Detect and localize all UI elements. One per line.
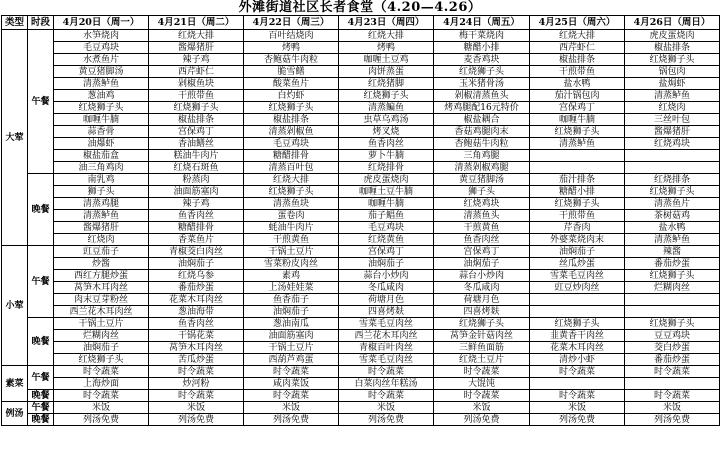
- dish-cell: [530, 150, 625, 162]
- dish-cell: 素鸡: [244, 270, 339, 282]
- dish-cell: 列汤免费: [54, 414, 149, 426]
- dish-cell: 时令蔬菜: [434, 390, 530, 402]
- dish-cell: 番茄炒蛋: [149, 282, 244, 294]
- dish-cell: 烤鸡腿配16元特价: [434, 102, 530, 114]
- dish-cell: 椒盐茄盒: [54, 150, 149, 162]
- dish-cell: 椒盐耦合: [434, 114, 530, 126]
- dish-cell: 萝卜牛腩: [339, 150, 434, 162]
- dish-cell: 红烧狮子头: [244, 186, 339, 198]
- dish-cell: 红烧狮子头: [434, 318, 530, 330]
- dish-cell: 清蒸鱼片: [625, 198, 720, 210]
- dish-cell: 红烧狮子头: [625, 318, 720, 330]
- dish-cell: 酸菜鱼片: [244, 78, 339, 90]
- dish-cell: 红烧肉: [54, 234, 149, 246]
- category-cell: 素菜: [2, 366, 28, 402]
- dish-cell: 清炒小虾: [530, 354, 625, 366]
- dish-cell: 干煎黄鱼: [244, 234, 339, 246]
- header-day: 4月22日（周三）: [244, 16, 339, 30]
- menu-row: [2, 30, 720, 42]
- dish-cell: 雪菜毛豆肉丝: [530, 270, 625, 282]
- dish-cell: 咖喱土豆鸡: [339, 54, 434, 66]
- dish-cell: 列汤免费: [244, 414, 339, 426]
- dish-cell: 毛豆鸡块: [54, 42, 149, 54]
- dish-cell: 狮子头: [54, 186, 149, 198]
- dish-cell: 茄子鲳鱼: [339, 210, 434, 222]
- dish-cell: 油面筋塞肉: [244, 330, 339, 342]
- menu-row: [2, 258, 720, 270]
- menu-row: [2, 414, 720, 426]
- dish-cell: 西芹虾仁: [530, 42, 625, 54]
- dish-cell: 辣子鸡: [149, 198, 244, 210]
- menu-row: [2, 174, 720, 186]
- dish-cell: 咖喱土豆牛腩: [339, 186, 434, 198]
- dish-cell: 苦瓜炒蛋: [149, 354, 244, 366]
- dish-cell: 四喜烤麸: [434, 306, 530, 318]
- dish-cell: 蛋卷肉: [244, 210, 339, 222]
- dish-cell: 时令蔬菜: [149, 390, 244, 402]
- dish-cell: 蚝油牛肉片: [244, 222, 339, 234]
- dish-cell: 外婆菜烧肉末: [530, 234, 625, 246]
- dish-cell: 清蒸鱼头: [434, 210, 530, 222]
- header-day: 4月26日（周日）: [625, 16, 720, 30]
- dish-cell: 炒河粉: [149, 378, 244, 390]
- menu-row: [2, 330, 720, 342]
- dish-cell: 油焖茄子: [54, 342, 149, 354]
- menu-row: [2, 198, 720, 210]
- dish-cell: 茭白炒蛋: [625, 342, 720, 354]
- dish-cell: 油焖茄子: [339, 258, 434, 270]
- dish-cell: 烂糊肉丝: [54, 330, 149, 342]
- dish-cell: 雪菜毛豆肉丝: [339, 318, 434, 330]
- dish-cell: 红烧大排: [339, 30, 434, 42]
- dish-cell: 莴笋金针菇肉丝: [434, 330, 530, 342]
- dish-cell: 红烧狮子头: [339, 90, 434, 102]
- menu-row: [2, 126, 720, 138]
- dish-cell: 时令蔬菜: [54, 366, 149, 378]
- dish-cell: 宫保鸡丁: [149, 126, 244, 138]
- menu-row: [2, 234, 720, 246]
- dish-cell: 炒酱: [54, 258, 149, 270]
- dish-cell: 肉末豆芽粉丝: [54, 294, 149, 306]
- dish-cell: 盐水鸭: [625, 222, 720, 234]
- dish-cell: 椒盐排条: [530, 54, 625, 66]
- dish-cell: 鱼香肉丝: [434, 234, 530, 246]
- dish-cell: 咖喱牛腩: [530, 114, 625, 126]
- dish-cell: 香油鳝丝: [149, 138, 244, 150]
- dish-cell: 茄汁锅包肉: [530, 90, 625, 102]
- dish-cell: 清蒸剁椒鸡腿: [434, 162, 530, 174]
- dish-cell: 莴笋木耳肉丝: [149, 342, 244, 354]
- dish-cell: 盐水鸭: [530, 78, 625, 90]
- dish-cell: 列汤免费: [339, 414, 434, 426]
- header-day: 4月21日（周二）: [149, 16, 244, 30]
- dish-cell: 茶树菇鸡: [625, 210, 720, 222]
- dish-cell: 米饭: [54, 402, 149, 414]
- dish-cell: 清蒸百叶包: [244, 162, 339, 174]
- dish-cell: 黄豆猪脚汤: [54, 66, 149, 78]
- dish-cell: 三角鸡腿: [434, 150, 530, 162]
- menu-row: [2, 390, 720, 402]
- menu-row: [2, 306, 720, 318]
- dish-cell: 盐焗虾: [625, 78, 720, 90]
- dish-cell: 列汤免费: [434, 414, 530, 426]
- dish-cell: 米饭: [339, 402, 434, 414]
- dish-cell: 列汤免费: [149, 414, 244, 426]
- dish-cell: 红烧肉: [625, 102, 720, 114]
- dish-cell: 毛豆鸡块: [244, 138, 339, 150]
- dish-cell: 西芹虾仁: [149, 66, 244, 78]
- dish-cell: 三丝叶包: [625, 114, 720, 126]
- dish-cell: 冬瓜咸肉: [339, 282, 434, 294]
- dish-cell: 水煮鱼片: [54, 54, 149, 66]
- menu-row: [2, 294, 720, 306]
- dish-cell: 鱼香茄子: [244, 294, 339, 306]
- dish-cell: 红烧狮子头: [625, 54, 720, 66]
- dish-cell: 红烧狮子头: [530, 198, 625, 210]
- menu-row: [2, 42, 720, 54]
- dish-cell: 蒜台小炒肉: [434, 270, 530, 282]
- header-row: [2, 16, 720, 30]
- menu-row: [2, 318, 720, 330]
- dish-cell: 干煎带鱼: [530, 210, 625, 222]
- dish-cell: 干煎带鱼: [530, 66, 625, 78]
- dish-cell: 时令蔬菜: [530, 366, 625, 378]
- menu-row: [2, 270, 720, 282]
- header-day: 4月20日（周一）: [54, 16, 149, 30]
- meal-cell: 晚餐: [28, 318, 54, 366]
- header-day: 4月23日（周四）: [339, 16, 434, 30]
- dish-cell: 酱爆猪肝: [54, 222, 149, 234]
- dish-cell: 水笋烧肉: [54, 30, 149, 42]
- dish-cell: 时令蔬菜: [54, 390, 149, 402]
- dish-cell: 咸肉菜饭: [244, 378, 339, 390]
- dish-cell: [625, 378, 720, 390]
- dish-cell: 白灼虾: [244, 90, 339, 102]
- dish-cell: 清蒸鱼块: [244, 198, 339, 210]
- menu-row: [2, 162, 720, 174]
- dish-cell: 上海炒面: [54, 378, 149, 390]
- dish-cell: 酱爆猪肝: [625, 126, 720, 138]
- dish-cell: 毛豆鸡块: [339, 222, 434, 234]
- dish-cell: 蒜香骨: [54, 126, 149, 138]
- dish-cell: [625, 294, 720, 306]
- dish-cell: 红烧土豆片: [434, 354, 530, 366]
- dish-cell: 红烧狮子头: [54, 354, 149, 366]
- dish-cell: 玉米猪骨汤: [434, 78, 530, 90]
- dish-cell: 油焖茄子: [434, 258, 530, 270]
- category-cell: 例汤: [2, 402, 28, 426]
- dish-cell: 油焖茄子: [149, 258, 244, 270]
- dish-cell: 红烧狮子头: [625, 186, 720, 198]
- dish-cell: 时令蔬菜: [625, 366, 720, 378]
- meal-cell: 午餐: [28, 246, 54, 318]
- menu-row: [2, 378, 720, 390]
- dish-cell: [530, 162, 625, 174]
- dish-cell: 杏鲍菇牛肉粒: [244, 54, 339, 66]
- dish-cell: 酱爆猪肝: [149, 42, 244, 54]
- dish-cell: 干锅土豆片: [54, 318, 149, 330]
- dish-cell: 虎皮蛋烧肉: [339, 174, 434, 186]
- dish-cell: 糖醋小排: [434, 42, 530, 54]
- dish-cell: 红烧狮子头: [625, 270, 720, 282]
- dish-cell: 三鲜鱼面筋: [434, 342, 530, 354]
- dish-cell: [625, 162, 720, 174]
- dish-cell: 大馄饨: [434, 378, 530, 390]
- dish-cell: 糖醋排骨: [244, 150, 339, 162]
- dish-cell: 红烧狮子头: [244, 102, 339, 114]
- menu-row: [2, 210, 720, 222]
- dish-cell: 鱼香肉丝: [339, 138, 434, 150]
- dish-cell: 干煎带鱼: [149, 90, 244, 102]
- dish-cell: 糖醋排骨: [149, 222, 244, 234]
- dish-cell: 花菜木耳肉丝: [149, 294, 244, 306]
- dish-cell: 清蒸鲈鱼: [625, 234, 720, 246]
- header-type: 类型: [2, 16, 28, 30]
- dish-cell: 时令蔬菜: [149, 366, 244, 378]
- dish-cell: 油焖茄子: [244, 306, 339, 318]
- menu-row: [2, 66, 720, 78]
- dish-cell: 糖醋小排: [530, 186, 625, 198]
- meal-cell: 晚餐: [28, 390, 54, 402]
- dish-cell: 冬瓜咸肉: [434, 282, 530, 294]
- dish-cell: 时令蔬菜: [339, 366, 434, 378]
- dish-cell: 红烧大排: [149, 30, 244, 42]
- dish-cell: 青椒百叶肉丝: [339, 342, 434, 354]
- dish-cell: 番茄炒蛋: [625, 258, 720, 270]
- dish-cell: 粉蒸肉: [149, 174, 244, 186]
- dish-cell: 宫保鸡丁: [530, 102, 625, 114]
- dish-cell: 南乳鸡: [54, 174, 149, 186]
- dish-cell: 清蒸鸡腿: [54, 198, 149, 210]
- dish-cell: 荷塘月色: [434, 294, 530, 306]
- dish-cell: 红烧狮子头: [434, 66, 530, 78]
- meal-cell: 午餐: [28, 402, 54, 414]
- dish-cell: 红烧黄鱼: [339, 234, 434, 246]
- dish-cell: 清蒸鲈鱼: [530, 138, 625, 150]
- dish-cell: 椒盐排条: [244, 114, 339, 126]
- meal-cell: 晚餐: [28, 174, 54, 246]
- dish-cell: 米饭: [530, 402, 625, 414]
- dish-cell: [625, 150, 720, 162]
- dish-cell: 雪菜毛豆肉丝: [339, 354, 434, 366]
- dish-cell: 清蒸鲈鱼: [54, 78, 149, 90]
- dish-cell: 香菇鸡腿肉末: [434, 126, 530, 138]
- dish-cell: 雪菜粉皮肉丝: [244, 258, 339, 270]
- dish-cell: 葱油海带: [149, 306, 244, 318]
- dish-cell: 红烧狮子头: [54, 102, 149, 114]
- dish-cell: 烤鸭: [339, 42, 434, 54]
- menu-row: [2, 282, 720, 294]
- dish-cell: 烤鸭: [244, 42, 339, 54]
- dish-cell: 油爆虾: [54, 138, 149, 150]
- meal-cell: 午餐: [28, 30, 54, 174]
- menu-row: [2, 186, 720, 198]
- menu-row: [2, 78, 720, 90]
- dish-cell: 杏鲍菇牛肉粒: [434, 138, 530, 150]
- menu-row: [2, 402, 720, 414]
- dish-cell: 油三角鸡肉: [54, 162, 149, 174]
- meal-cell: 晚餐: [28, 414, 54, 426]
- dish-cell: 米饭: [149, 402, 244, 414]
- dish-cell: 香菜鱼片: [149, 234, 244, 246]
- dish-cell: 干煎黄鱼: [434, 222, 530, 234]
- dish-cell: 芹香肉: [530, 222, 625, 234]
- dish-cell: 荷塘月色: [339, 294, 434, 306]
- menu-row: [2, 222, 720, 234]
- dish-cell: 烤叉烧: [339, 126, 434, 138]
- dish-cell: 剁椒清蒸鱼头: [434, 90, 530, 102]
- menu-row: [2, 246, 720, 258]
- dish-cell: 葱油南瓜: [244, 318, 339, 330]
- meal-cell: 午餐: [28, 366, 54, 390]
- header-day: 4月24日（周五）: [434, 16, 530, 30]
- dish-cell: 肉饼蒸蛋: [339, 66, 434, 78]
- dish-cell: 椒盐排条: [625, 42, 720, 54]
- dish-cell: 辣子鸡: [149, 54, 244, 66]
- dish-cell: 干锅土豆片: [244, 342, 339, 354]
- dish-cell: 红烧鸡块: [434, 198, 530, 210]
- dish-cell: 梅干菜烧肉: [434, 30, 530, 42]
- dish-cell: 茄汁排条: [530, 174, 625, 186]
- menu-row: [2, 150, 720, 162]
- dish-cell: 青椒茭白肉丝: [149, 246, 244, 258]
- dish-cell: 四喜烤麸: [339, 306, 434, 318]
- dish-cell: 西葫芦鸡蛋: [244, 354, 339, 366]
- dish-cell: 鱼香肉丝: [149, 318, 244, 330]
- dish-cell: 西兰花木耳肉丝: [339, 330, 434, 342]
- dish-cell: [530, 294, 625, 306]
- menu-row: [2, 114, 720, 126]
- dish-cell: 辣酱: [625, 246, 720, 258]
- header-period: 时段: [28, 16, 54, 30]
- category-cell: 小荤: [2, 246, 28, 366]
- dish-cell: 虎皮蛋烧肉: [625, 30, 720, 42]
- dish-cell: 米饭: [625, 402, 720, 414]
- dish-cell: 清蒸鲈鱼: [54, 210, 149, 222]
- dish-cell: 清蒸鳊鱼: [339, 102, 434, 114]
- dish-cell: 上汤娃娃菜: [244, 282, 339, 294]
- dish-cell: [625, 306, 720, 318]
- menu-row: [2, 54, 720, 66]
- dish-cell: 时令蔬菜: [244, 366, 339, 378]
- menu-row: [2, 354, 720, 366]
- dish-cell: 米饭: [244, 402, 339, 414]
- dish-cell: 豇豆炒肉丝: [530, 282, 625, 294]
- dish-cell: 椒盐排条: [149, 114, 244, 126]
- dish-cell: 宫保鸡丁: [339, 246, 434, 258]
- dish-cell: 西红方腿炒蛋: [54, 270, 149, 282]
- dish-cell: 时令蔬菜: [625, 390, 720, 402]
- dish-cell: 西兰花木耳肉丝: [54, 306, 149, 318]
- menu-title: 外滩街道社区长者食堂（4.20—4.26）: [238, 0, 482, 15]
- menu-row: [2, 342, 720, 354]
- dish-cell: 豆豆鸡块: [625, 330, 720, 342]
- dish-cell: 红烧乌参: [149, 270, 244, 282]
- header-day: 4月25日（周六）: [530, 16, 625, 30]
- dish-cell: 烂糊肉丝: [625, 282, 720, 294]
- dish-cell: 油焖茄子: [530, 246, 625, 258]
- dish-cell: 剁椒鱼块: [149, 78, 244, 90]
- dish-cell: 时令蔬菜: [530, 390, 625, 402]
- dish-cell: [530, 378, 625, 390]
- dish-cell: 花菜木耳肉丝: [530, 342, 625, 354]
- dish-cell: 鱼香肉丝: [149, 210, 244, 222]
- dish-cell: 红烧狮子头: [149, 102, 244, 114]
- dish-cell: 干锅土豆片: [244, 246, 339, 258]
- dish-cell: 咖喱牛腩: [54, 114, 149, 126]
- dish-cell: 丝瓜炒蛋: [530, 258, 625, 270]
- dish-cell: 列汤免费: [530, 414, 625, 426]
- category-cell: 大荤: [2, 30, 28, 246]
- dish-cell: 脆雪鳝: [244, 66, 339, 78]
- dish-cell: 时令蔬菜: [339, 390, 434, 402]
- weekly-menu-table: [1, 15, 720, 426]
- dish-cell: 锅包肉: [625, 66, 720, 78]
- dish-cell: 狮子头: [434, 186, 530, 198]
- dish-cell: 宫保鸡丁: [434, 246, 530, 258]
- dish-cell: 红烧狮子头: [530, 126, 625, 138]
- dish-cell: 莴笋木耳肉丝: [54, 282, 149, 294]
- dish-cell: 蒜台小炒肉: [339, 270, 434, 282]
- dish-cell: 干锅花菜: [149, 330, 244, 342]
- dish-cell: 虫草乌鸡汤: [339, 114, 434, 126]
- dish-cell: 红烧鸡块: [625, 138, 720, 150]
- dish-cell: 糕油牛肉片: [149, 150, 244, 162]
- dish-cell: 时令蔬菜: [244, 390, 339, 402]
- dish-cell: 葱油鸡: [54, 90, 149, 102]
- menu-row: [2, 90, 720, 102]
- dish-cell: 油面筋塞肉: [149, 186, 244, 198]
- dish-cell: 红烧石斑鱼: [149, 162, 244, 174]
- dish-cell: 咖喱牛腩: [339, 198, 434, 210]
- dish-cell: 黄豆猪脚汤: [434, 174, 530, 186]
- dish-cell: 红烧排骨: [339, 162, 434, 174]
- dish-cell: 清蒸剁椒鱼: [244, 126, 339, 138]
- dish-cell: 红烧排条: [625, 174, 720, 186]
- dish-cell: 番茄炒蛋: [625, 354, 720, 366]
- dish-cell: 列汤免费: [625, 414, 720, 426]
- dish-cell: [530, 306, 625, 318]
- dish-cell: 豇豆茄子: [54, 246, 149, 258]
- dish-cell: 红烧大排: [244, 174, 339, 186]
- dish-cell: 清蒸鲈鱼: [625, 90, 720, 102]
- dish-cell: 红烧大排: [530, 30, 625, 42]
- dish-cell: 麦香鸡块: [434, 54, 530, 66]
- dish-cell: 时令蔬菜: [434, 366, 530, 378]
- menu-row: [2, 366, 720, 378]
- dish-cell: 白菜肉丝年糕汤: [339, 378, 434, 390]
- dish-cell: 红烧狮子头: [530, 318, 625, 330]
- dish-cell: 米饭: [434, 402, 530, 414]
- menu-row: [2, 138, 720, 150]
- dish-cell: 百叶结烧肉: [244, 30, 339, 42]
- menu-row: [2, 102, 720, 114]
- dish-cell: 红烧猪脚: [339, 78, 434, 90]
- dish-cell: 韭黄香干肉丝: [530, 330, 625, 342]
